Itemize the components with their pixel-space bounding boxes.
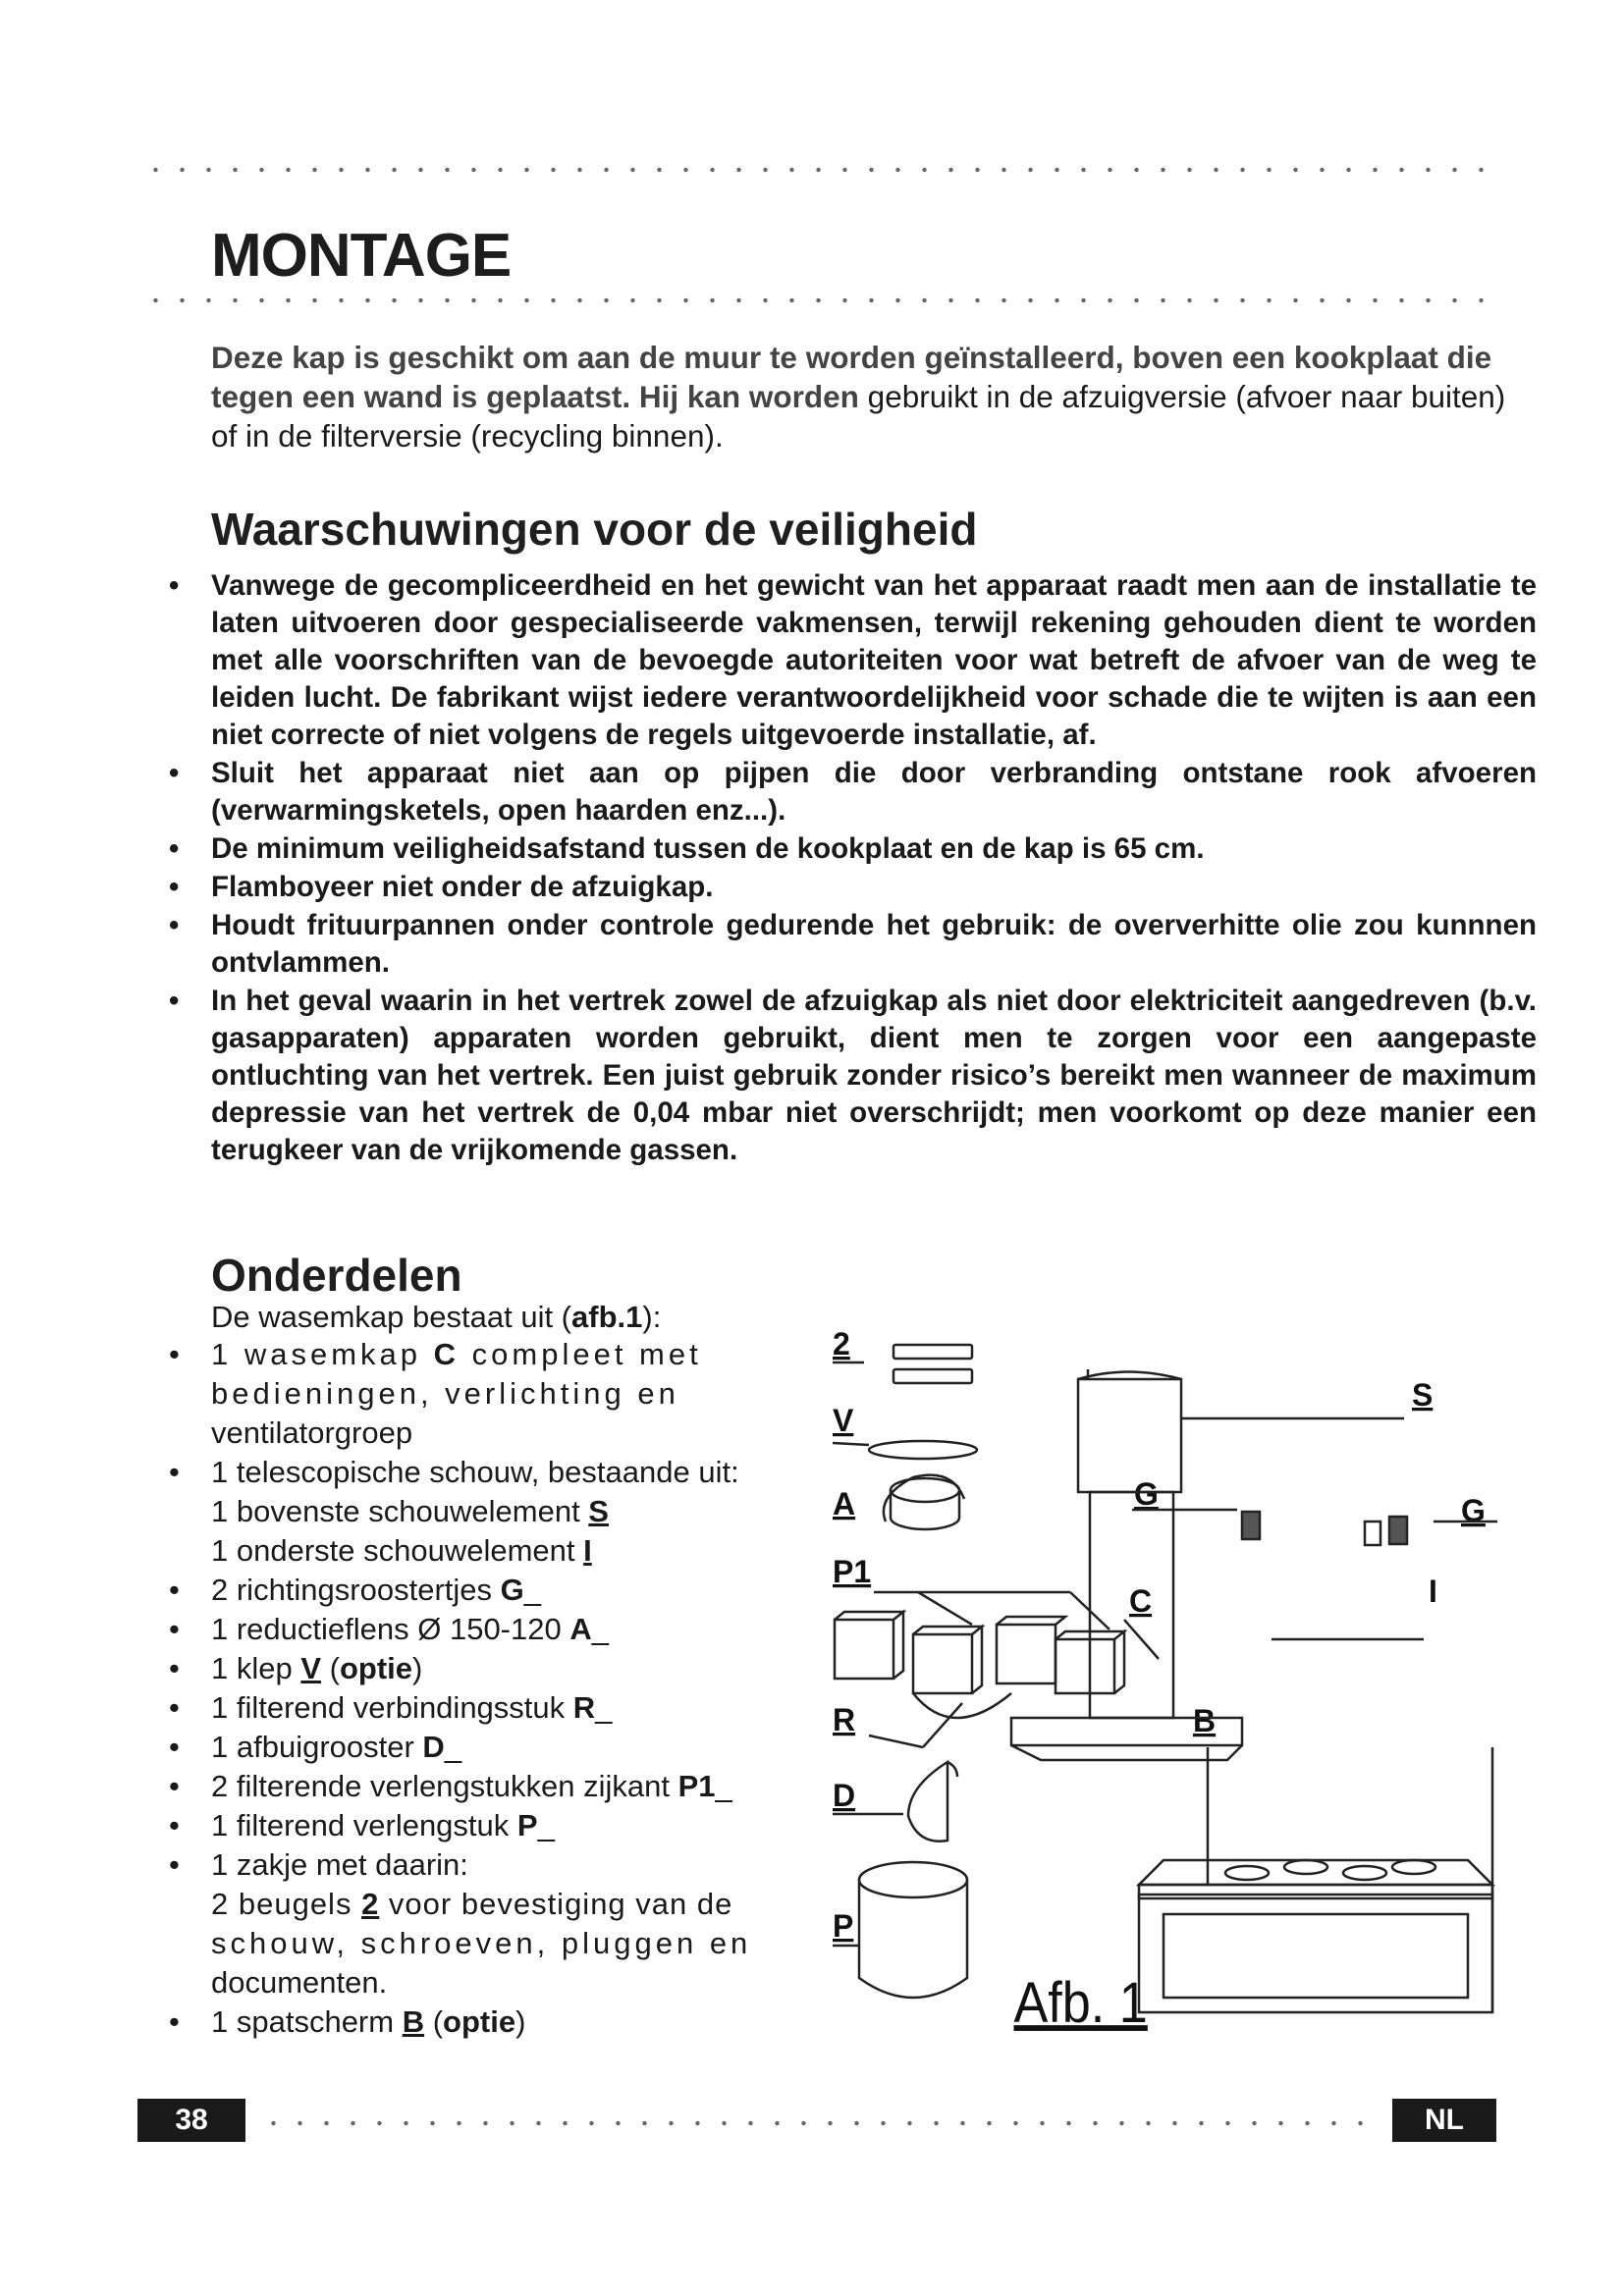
parts-list <box>167 1335 795 2042</box>
intro-text: gebruikt in de afzuigversie (afvoer naar buiten) of in de filterversie (recycling binnen). <box>211 379 1506 454</box>
parts-item-connector: • 1 filterend verbindingsstuk R_ <box>167 1688 795 1728</box>
label-g-left: G <box>1134 1476 1159 1512</box>
safety-list <box>167 567 1537 1170</box>
label-v: V <box>833 1403 854 1438</box>
top-dotted-rule <box>142 167 1497 173</box>
label-d: D <box>833 1778 856 1813</box>
parts-item-bag: • 1 zakje met daarin: 2 beugels 2 voor bevestiging van de schouw, schroeven, pluggen en documenten. <box>167 1845 795 2002</box>
label-p1: P1 <box>833 1554 872 1589</box>
safety-item: • De minimum veiligheidsafstand tussen de kookplaat en de kap is 65 cm. <box>167 830 1537 868</box>
parts-item-grilles: • 2 richtingsroostertjes G_ <box>167 1571 795 1610</box>
label-2: 2 <box>833 1326 850 1362</box>
parts-item-chimney: • 1 telescopische schouw, bestaande uit: 1 bovenste schouwelement S 1 onderste schouwelement I <box>167 1453 795 1571</box>
parts-item-hood: • 1 wasemkap C compleet met bedieningen, verlichting en ventilatorgroep <box>167 1335 795 1453</box>
intro-paragraph <box>211 338 1517 455</box>
label-a: A <box>833 1486 856 1522</box>
parts-item-splashback: • 1 spatscherm B (optie) <box>167 2002 795 2042</box>
title-dotted-rule <box>142 297 1497 303</box>
safety-item: • Flamboyeer niet onder de afzuigkap. <box>167 869 1537 906</box>
footer-dotted-rule <box>260 2120 1384 2126</box>
parts-item-deflector: • 1 afbuigrooster D_ <box>167 1728 795 1767</box>
safety-item: • Vanwege de gecompliceerdheid en het gewicht van het apparaat raadt men aan de installatie te laten uitvoeren door gespecialiseerde vakmensen, terwijl rekening gehouden dient te worden met alle voorschriften van de bevoegde autoriteiten voor wat betreft de afvoer van de weg te leiden lucht. De fabrikant wijst iedere verantwoordelijkheid voor schade die te wijten is aan een niet correcte of niet volgens de regels uitgevoerde installatie, af. <box>167 567 1537 754</box>
parts-item-extension: • 1 filterend verlengstuk P_ <box>167 1806 795 1845</box>
parts-item-valve: • 1 klep V (optie) <box>167 1649 795 1688</box>
safety-item: • Houdt frituurpannen onder controle gedurende het gebruik: de oververhitte olie zou kunnnen ontvlammen. <box>167 907 1537 982</box>
page-number: 38 <box>137 2099 245 2142</box>
label-b: B <box>1193 1703 1217 1738</box>
safety-item: • Sluit het apparaat niet aan op pijpen die door verbranding ontstane rook afvoeren (verwarmingsketels, open haarden enz...). <box>167 755 1537 829</box>
label-r: R <box>833 1702 856 1737</box>
figure-caption: Afb. 1 <box>1013 1970 1148 2035</box>
label-s: S <box>1412 1377 1434 1413</box>
parts-item-flange: • 1 reductieflens Ø 150-120 A_ <box>167 1610 795 1649</box>
label-i: I <box>1429 1574 1437 1609</box>
safety-heading: Waarschuwingen voor de veiligheid <box>211 504 978 555</box>
section-title: MONTAGE <box>211 222 512 290</box>
label-g-right: G <box>1461 1493 1486 1528</box>
figure-afb1 <box>815 1325 1522 2042</box>
label-p: P <box>833 1908 854 1944</box>
parts-intro: De wasemkap bestaat uit (afb.1): <box>211 1300 662 1334</box>
intro-bold-text: Deze kap is geschikt om aan de muur te worden geïnstalleerd, boven een kookplaat die tegen een wand is geplaatst. Hij kan worden <box>211 340 1492 414</box>
label-c: C <box>1129 1583 1153 1619</box>
language-badge: NL <box>1392 2099 1496 2142</box>
parts-item-side-extensions: • 2 filterende verlengstukken zijkant P1_ <box>167 1767 795 1806</box>
parts-heading: Onderdelen <box>211 1250 462 1301</box>
safety-item: • In het geval waarin in het vertrek zowel de afzuigkap als niet door elektriciteit aangedreven (b.v. gasapparaten) apparaten worden gebruikt, dient men te zorgen voor een aangepaste ontluchting van het vertrek. Een juist gebruik zonder risico’s bereikt men wanneer de maximum depressie van het vertrek de 0,04 mbar niet overschrijdt; men voorkomt op deze manier een terugkeer van de vrijkomende gassen. <box>167 983 1537 1169</box>
